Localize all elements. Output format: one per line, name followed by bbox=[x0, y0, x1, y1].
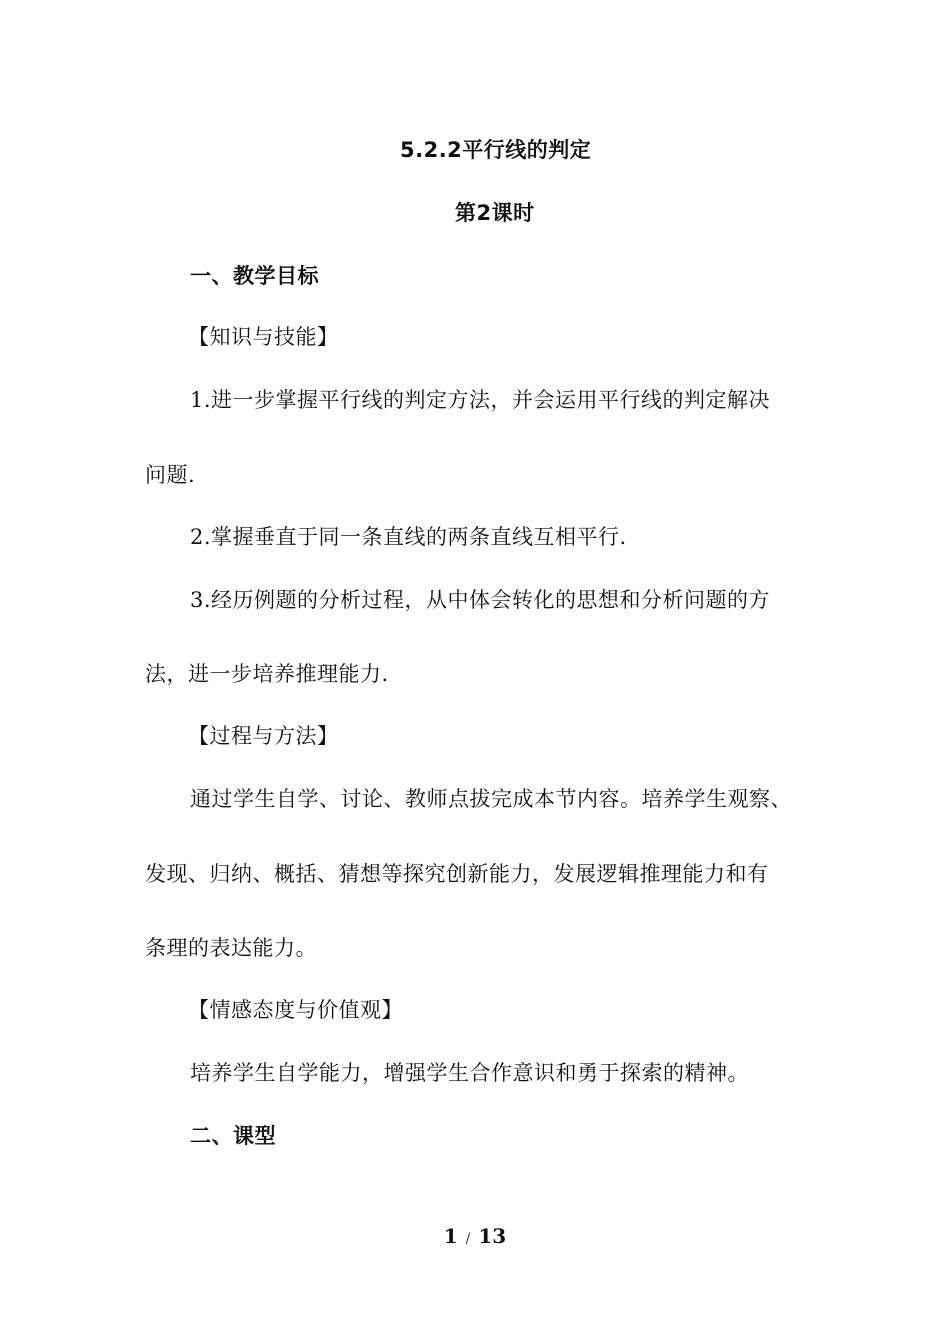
subheading-process: 【过程与方法】 bbox=[188, 724, 339, 748]
page-number bbox=[0, 1222, 950, 1253]
total-pages-number: 13 bbox=[478, 1224, 507, 1248]
page-separator: / bbox=[465, 1231, 471, 1247]
paragraph-item3-line2: 法，进一步培养推理能力. bbox=[145, 662, 389, 686]
paragraph-process-line1: 通过学生自学、讨论、教师点拔完成本节内容。培养学生观察、 bbox=[190, 787, 792, 811]
document-subtitle: 第2课时 bbox=[455, 201, 535, 225]
paragraph-item2: 2.掌握垂直于同一条直线的两条直线互相平行. bbox=[190, 525, 627, 549]
current-page-number: 1 bbox=[443, 1224, 458, 1248]
paragraph-process-line3: 条理的表达能力。 bbox=[145, 936, 317, 960]
subheading-knowledge: 【知识与技能】 bbox=[188, 325, 339, 349]
paragraph-item1-line2: 问题. bbox=[145, 463, 196, 487]
section-heading-objectives: 一、教学目标 bbox=[190, 264, 319, 288]
paragraph-emotion: 培养学生自学能力，增强学生合作意识和勇于探索的精神。 bbox=[190, 1061, 749, 1085]
paragraph-item3-line1: 3.经历例题的分析过程，从中体会转化的思想和分析问题的方 bbox=[190, 588, 771, 612]
subheading-emotion: 【情感态度与价值观】 bbox=[188, 998, 403, 1022]
paragraph-item1-line1: 1.进一步掌握平行线的判定方法，并会运用平行线的判定解决 bbox=[190, 388, 771, 412]
paragraph-process-line2: 发现、归纳、概括、猜想等探究创新能力，发展逻辑推理能力和有 bbox=[145, 862, 769, 886]
section-heading-lesson-type: 二、课型 bbox=[190, 1124, 276, 1148]
document-title: 5.2.2平行线的判定 bbox=[400, 138, 592, 162]
